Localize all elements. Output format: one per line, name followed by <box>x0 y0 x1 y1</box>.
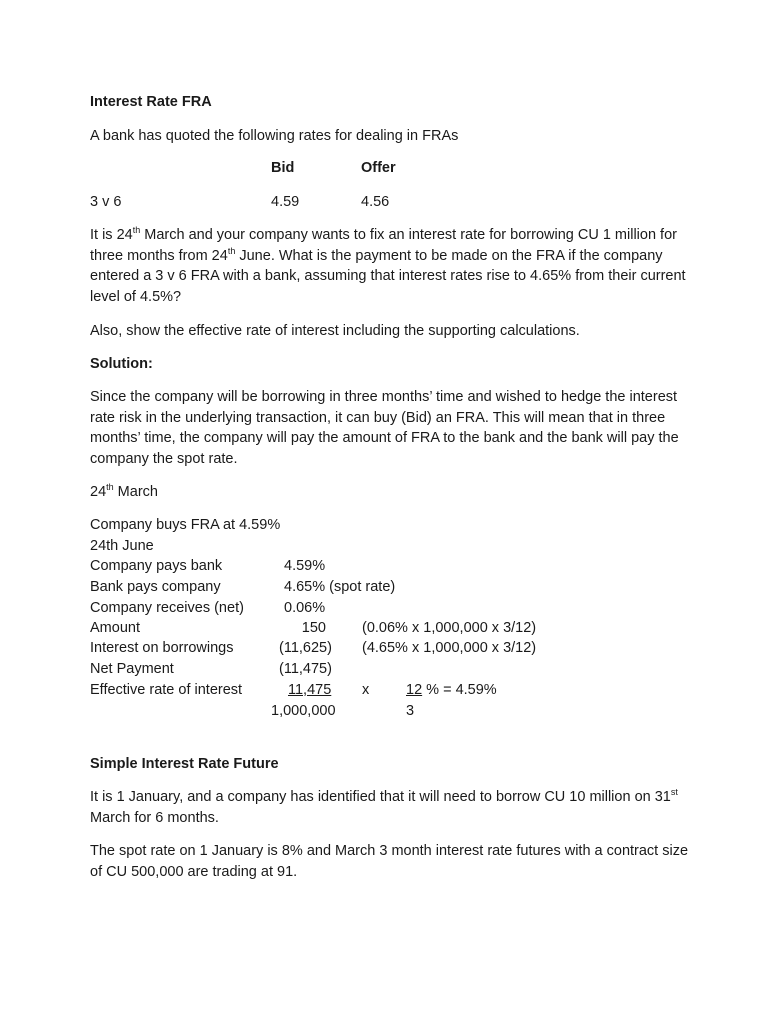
calc-label-pays-bank: Company pays bank <box>90 558 223 574</box>
calc-effective-denominator-2: 3 <box>406 703 415 719</box>
calc-value-net: (11,475) <box>279 661 332 677</box>
offer-value: 4.56 <box>361 194 390 210</box>
calc-note-amount: (0.06% x 1,000,000 x 3/12) <box>362 620 537 636</box>
future-paragraph-1: It is 1 January, and a company has identified that it will need to borrow CU 10 million on 31st March for 6 months. <box>90 787 678 826</box>
calc-note-interest: (4.65% x 1,000,000 x 3/12) <box>362 640 537 656</box>
bid-value: 4.59 <box>271 194 300 210</box>
column-header-bid: Bid <box>271 160 295 176</box>
calc-label-receives: Company receives (net) <box>90 600 244 616</box>
intro-text: A bank has quoted the following rates for dealing in FRAs <box>90 128 459 144</box>
calc-effective-denominator: 1,000,000 <box>271 703 336 719</box>
calc-effective-numerator: 11,475 <box>288 682 332 698</box>
calc-value-amount: 150 <box>301 620 326 636</box>
calc-label-bank-pays: Bank pays company <box>90 579 221 595</box>
question-paragraph: It is 24th March and your company wants to fix an interest rate for borrowing CU 1 million for three months from 24th June. What is the payment to be made on the FRA if the company entered a 3 v 6 FRA with a bank, assuming that interest rates rise to 4.65% from their current level of 4.5%? <box>90 225 686 305</box>
section-heading-fra: Interest Rate FRA <box>90 94 212 110</box>
calc-effective-fraction: 12 % = 4.59% <box>406 682 497 698</box>
calc-label-effective: Effective rate of interest <box>90 682 243 698</box>
calc-value-interest: (11,625) <box>279 640 332 656</box>
date-march: 24th March <box>90 482 158 500</box>
calc-label-net: Net Payment <box>90 661 174 677</box>
solution-paragraph: Since the company will be borrowing in three months’ time and wished to hedge the interest rate risk in the underlying transaction, it can buy (Bid) an FRA. This will mean that in three months’ time, the company will pay the amount of FRA to the bank and the bank will pay the company the spot rate. <box>90 389 679 467</box>
future-paragraph-2: The spot rate on 1 January is 8% and March 3 month interest rate futures with a contract size of CU 500,000 are trading at 91. <box>90 843 689 880</box>
date-june: 24th June <box>90 538 154 554</box>
row-label: 3 v 6 <box>90 194 122 210</box>
calc-value-pays-bank: 4.59% <box>284 558 326 574</box>
column-header-offer: Offer <box>361 160 396 176</box>
calc-effective-times: x <box>362 682 370 698</box>
calc-value-receives: 0.06% <box>284 600 326 616</box>
also-text: Also, show the effective rate of interest including the supporting calculations. <box>90 323 580 339</box>
calc-value-bank-pays: 4.65% (spot rate) <box>284 579 396 595</box>
solution-heading: Solution: <box>90 356 153 372</box>
calc-label-interest: Interest on borrowings <box>90 640 234 656</box>
calc-label-amount: Amount <box>90 620 140 636</box>
buys-line: Company buys FRA at 4.59% <box>90 517 281 533</box>
section-heading-future: Simple Interest Rate Future <box>90 756 279 772</box>
